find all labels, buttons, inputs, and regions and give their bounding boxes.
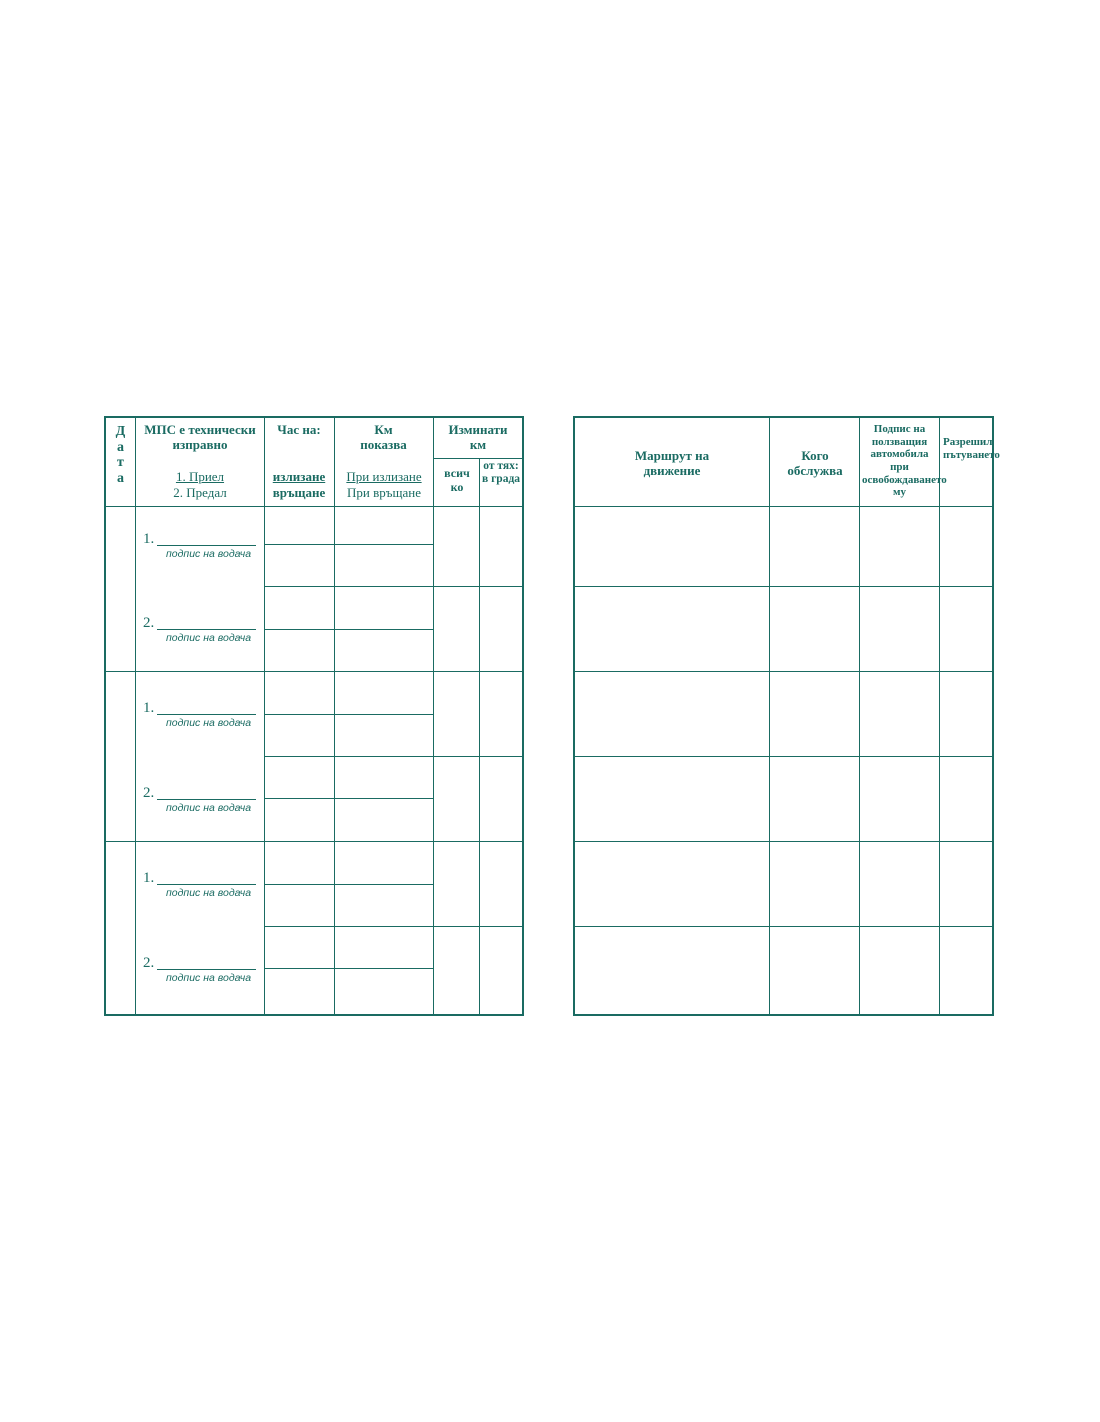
row-separator bbox=[575, 926, 992, 927]
row-separator bbox=[264, 629, 433, 630]
user-signature-header: Подпис на ползващия автомобила при освобождаването му bbox=[862, 423, 947, 499]
signature-caption: подпис на водача bbox=[166, 972, 252, 984]
traveled-header-title: Изминати км bbox=[448, 422, 508, 452]
row-separator bbox=[575, 841, 992, 842]
signature-number: 1. bbox=[143, 531, 155, 547]
col-divider bbox=[264, 418, 265, 1014]
hour-header-return: връщане bbox=[272, 485, 326, 500]
hour-header-out: излизане bbox=[272, 469, 326, 484]
right-form bbox=[573, 416, 1000, 1016]
signature-caption: подпис на водача bbox=[166, 548, 252, 560]
row-separator bbox=[264, 544, 433, 545]
col-divider bbox=[859, 418, 860, 1014]
traveled-header-city: от тях: в града bbox=[481, 460, 521, 486]
permitted-header: Разрешил пътуването bbox=[943, 436, 1000, 461]
served-header: Кого обслужва bbox=[787, 448, 843, 478]
signature-line[interactable] bbox=[157, 714, 256, 715]
signature-number: 2. bbox=[143, 955, 155, 971]
route-header: Маршрут на движение bbox=[634, 448, 710, 478]
row-separator bbox=[264, 968, 433, 969]
col-divider bbox=[479, 458, 480, 1014]
col-divider bbox=[939, 418, 940, 1014]
header-bottom-line bbox=[106, 506, 522, 507]
row-separator bbox=[575, 756, 992, 757]
signature-number: 1. bbox=[143, 870, 155, 886]
traveled-header-total: всич ко bbox=[444, 466, 470, 494]
mps-header-item2: 2. Предал bbox=[173, 485, 227, 500]
header-bottom-line bbox=[575, 506, 992, 507]
col-divider bbox=[769, 418, 770, 1014]
row-separator bbox=[264, 884, 433, 885]
group-separator bbox=[106, 841, 522, 842]
half-separator bbox=[264, 756, 522, 757]
mps-header-item1: 1. Приел bbox=[175, 469, 225, 484]
signature-caption: подпис на водача bbox=[166, 632, 252, 644]
signature-number: 2. bbox=[143, 615, 155, 631]
mps-header-title: МПС е технически изправно bbox=[144, 422, 256, 452]
row-separator bbox=[264, 714, 433, 715]
row-separator bbox=[575, 586, 992, 587]
signature-line[interactable] bbox=[157, 884, 256, 885]
km-header-return: При връщане bbox=[347, 485, 421, 500]
half-separator bbox=[264, 586, 522, 587]
signature-line[interactable] bbox=[157, 969, 256, 970]
date-header: Д а т а bbox=[115, 424, 126, 487]
signature-caption: подпис на водача bbox=[166, 802, 252, 814]
km-header-title: Км показва bbox=[360, 422, 407, 452]
col-divider bbox=[433, 418, 434, 1014]
signature-line[interactable] bbox=[157, 799, 256, 800]
traveled-subheader-line bbox=[433, 458, 522, 459]
half-separator bbox=[264, 926, 522, 927]
signature-number: 1. bbox=[143, 700, 155, 716]
signature-line[interactable] bbox=[157, 629, 256, 630]
group-separator bbox=[106, 671, 522, 672]
signature-number: 2. bbox=[143, 785, 155, 801]
signature-caption: подпис на водача bbox=[166, 887, 252, 899]
row-separator bbox=[575, 671, 992, 672]
signature-line[interactable] bbox=[157, 545, 256, 546]
row-separator bbox=[264, 798, 433, 799]
hour-header-title: Час на: bbox=[277, 422, 321, 437]
col-divider bbox=[135, 418, 136, 1014]
km-header-out: При излизане bbox=[346, 469, 422, 484]
col-divider bbox=[334, 418, 335, 1014]
left-form bbox=[104, 416, 524, 1016]
signature-caption: подпис на водача bbox=[166, 717, 252, 729]
